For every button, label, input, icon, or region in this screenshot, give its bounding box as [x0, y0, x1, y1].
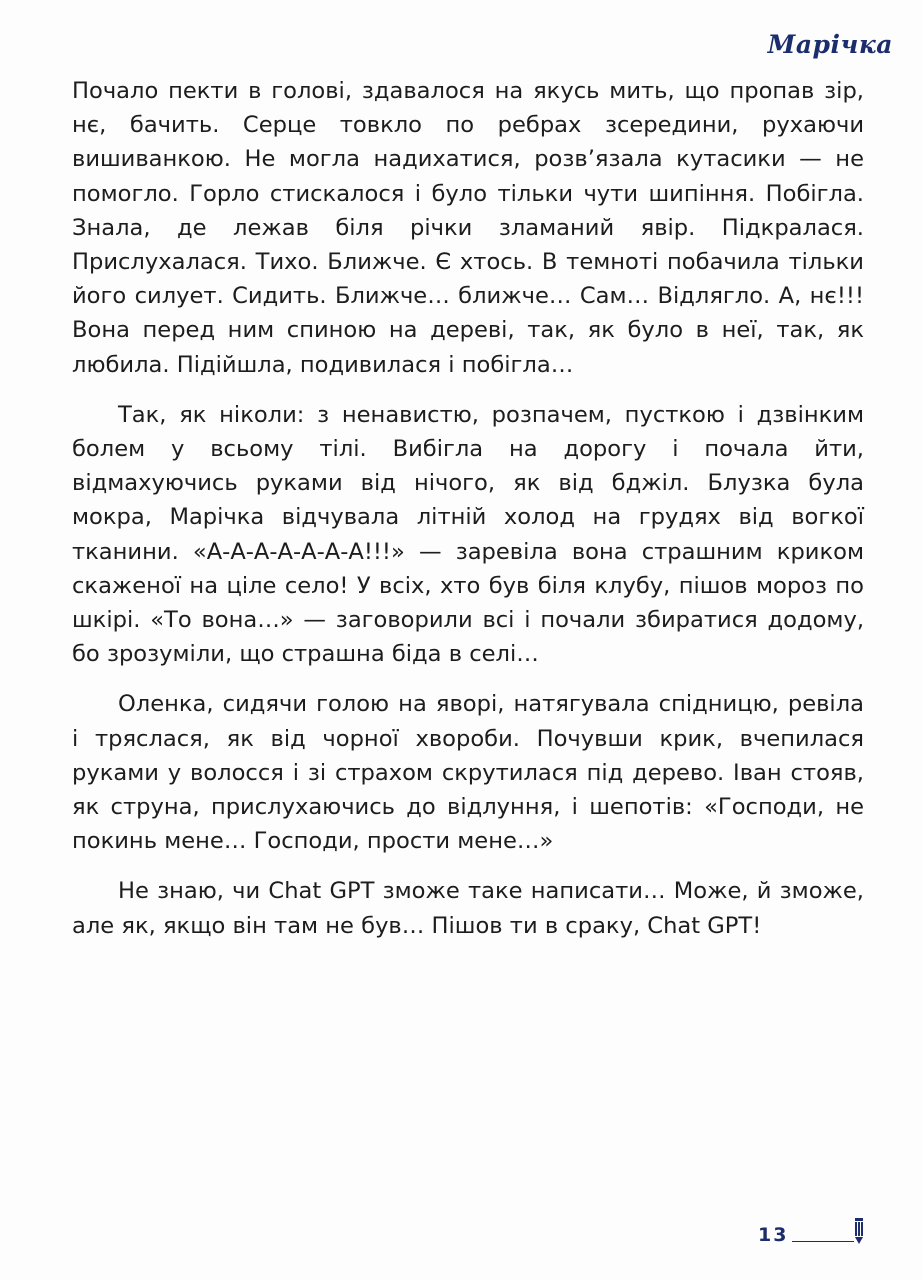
page-number: 13	[758, 1224, 789, 1246]
running-title: Марічка	[767, 30, 893, 59]
paragraph-1: Почало пекти в голові, здавалося на якусь мить, що пропав зір, нє, бачить. Серце товкло по ребрах зсередини, рухаючи вишиванкою. Не могла надихатися, розв’язала кутасики — не помогло. Горло стискалося і було тільки чути шипіння. Побігла. Знала, де лежав біля річки зламаний явір. Підкралася. Прислухалася. Тихо. Ближче. Є хтось. В темноті побачила тільки його силует. Сидить. Ближче… ближче… Сам… Відлягло. А, нє!!! Вона перед ним спиною на дереві, так, як було в неї, так, як любила. Підійшла, подивилася і побігла…	[72, 78, 864, 378]
paragraph-2: Так, як ніколи: з ненавистю, розпачем, пусткою і дзвінким болем у всьому тілі. Вибігла на дорогу і почала йти, відмахуючись руками від нічого, як від бджіл. Блузка була мокра, Марічка відчувала літній холод на грудях від вогкої тканини. «А-А-А-А-А-А-А!!!» — заревіла вона страшним криком скаженої на ціле село! У всіх, хто був біля клубу, пішов мороз по шкірі. «То вона…» — заговорили всі і почали збиратися додому, бо зрозуміли, що страшна біда в селі…	[72, 401, 864, 668]
paragraph-4: Не знаю, чи Chat GPT зможе таке написати… Може, й зможе, але як, якщо він там не був… Пішов ти в сраку, Chat GPT!	[72, 878, 864, 939]
page-footer	[758, 1218, 864, 1245]
pencil-icon	[854, 1218, 864, 1244]
body-text	[72, 74, 864, 943]
footer-rule	[792, 1241, 854, 1242]
paragraph-3: Оленка, сидячи голою на яворі, натягувала спідницю, ревіла і тряслася, як від чорної хвороби. Почувши крик, вчепилася руками у волосся і зі страхом скрутилася під дерево. Іван стояв, як струна, прислухаючись до відлуння, і шепотів: «Господи, не покинь мене… Господи, прости мене…»	[72, 691, 864, 855]
